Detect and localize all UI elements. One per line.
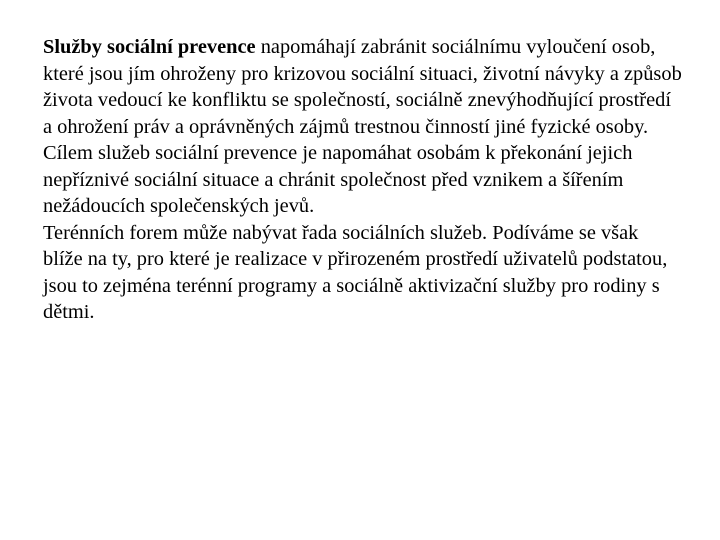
paragraph-1	[43, 34, 683, 220]
text-block	[43, 34, 683, 326]
paragraph-1-body: napomáhají zabránit sociálnímu vyloučení osob, které jsou jím ohroženy pro krizovou sociální situaci, životní návyky a způsob života vedoucí ke konfliktu se společností, sociálně znevýhodňující prostředí a ohrožení práv a oprávněných zájmů trestnou činností jiné fyzické osoby. Cílem služeb sociální prevence je napomáhat osobám k překonání jejich nepříznivé sociální situace a chránit společnost před vznikem a šířením nežádoucích společenských jevů.	[43, 36, 682, 217]
bold-term: Služby sociální prevence	[43, 36, 256, 58]
paragraph-2	[43, 220, 683, 326]
paragraph-2-body: Terénních forem může nabývat řada sociálních služeb. Podíváme se však blíže na ty, pro které je realizace v přirozeném prostředí uživatelů podstatou, jsou to zejména terénní programy a sociálně aktivizační služby pro rodiny s dětmi.	[43, 221, 668, 323]
